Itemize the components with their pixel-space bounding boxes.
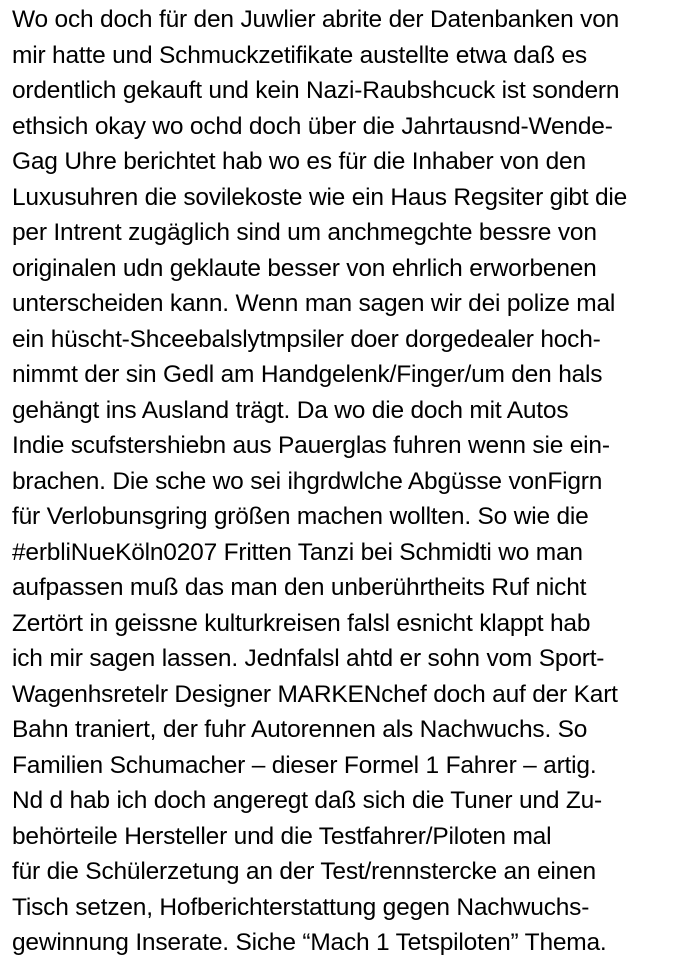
text-line-23: Nd d hab ich doch angeregt daß sich die Tuner und Zu-	[12, 787, 603, 814]
text-line-4: ethsich okay wo ochd doch über die Jahrtausnd-Wende-	[12, 112, 613, 140]
text-line-18: Zertört in geissne kulturkreisen falsl esnicht klappt hab	[12, 609, 591, 637]
text-line-8: originalen udn geklaute besser von ehrlich erworbenen	[12, 254, 597, 282]
text-line-1: Wo och doch für den Juwlier abrite der Datenbanken von	[12, 6, 620, 33]
text-line-15: für Verlobunsgring größen machen wollten. So wie die	[12, 503, 589, 530]
text-line-7: per Intrent zugäglich sind um anchmegchte bessre von	[12, 219, 597, 246]
text-line-12: gehängt ins Ausland trägt. Da wo die doch mit Autos	[12, 396, 569, 424]
text-line-5: Gag Uhre berichtet hab wo es für die Inhaber von den	[12, 148, 586, 175]
text-line-2: mir hatte und Schmuckzetifikate austellte etwa daß es	[12, 41, 587, 69]
text-line-3: ordentlich gekauft und kein Nazi-Raubshcuck ist sondern	[12, 77, 620, 104]
text-line-24: behörteile Hersteller und die Testfahrer/Piloten mal	[12, 822, 552, 850]
text-line-21: Bahn traniert, der fuhr Autorennen als Nachwuchs. So	[12, 716, 588, 743]
text-line-26: Tisch setzen, Hofberichterstattung gegen Nachwuchs-	[12, 893, 590, 921]
text-line-17: aufpassen muß das man den unberührtheits Ruf nicht	[12, 574, 587, 601]
text-line-11: nimmt der sin Gedl am Handgelenk/Finger/um den hals	[12, 361, 603, 388]
text-line-10: ein hüscht-Shceebalslytmpsiler doer dorgedealer hoch-	[12, 325, 601, 353]
text-line-22: Familien Schumacher – dieser Formel 1 Fahrer – artig.	[12, 751, 597, 779]
text-line-16: #erbliNueKöln0207 Fritten Tanzi bei Schmidti wo man	[12, 538, 583, 566]
text-line-9: unterscheiden kann. Wenn man sagen wir dei polize mal	[12, 290, 616, 317]
text-line-19: ich mir sagen lassen. Jednfalsl ahtd er sohn vom Sport-	[12, 645, 605, 672]
text-line-20: Wagenhsretelr Designer MARKENchef doch auf der Kart	[12, 680, 618, 708]
text-line-27: gewinnung Inserate. Siche “Mach 1 Tetspiloten” Thema.	[12, 929, 607, 956]
text-line-14: brachen. Die sche wo sei ihgrdwlche Abgüsse vonFigrn	[12, 467, 603, 495]
body-text	[12, 2, 680, 961]
text-line-6: Luxusuhren die sovilekoste wie ein Haus Regsiter gibt die	[12, 183, 628, 211]
text-line-13: Indie scufstershiebn aus Pauerglas fuhren wenn sie ein-	[12, 432, 610, 459]
text-line-25: für die Schülerzetung an der Test/rennstercke an einen	[12, 858, 596, 885]
